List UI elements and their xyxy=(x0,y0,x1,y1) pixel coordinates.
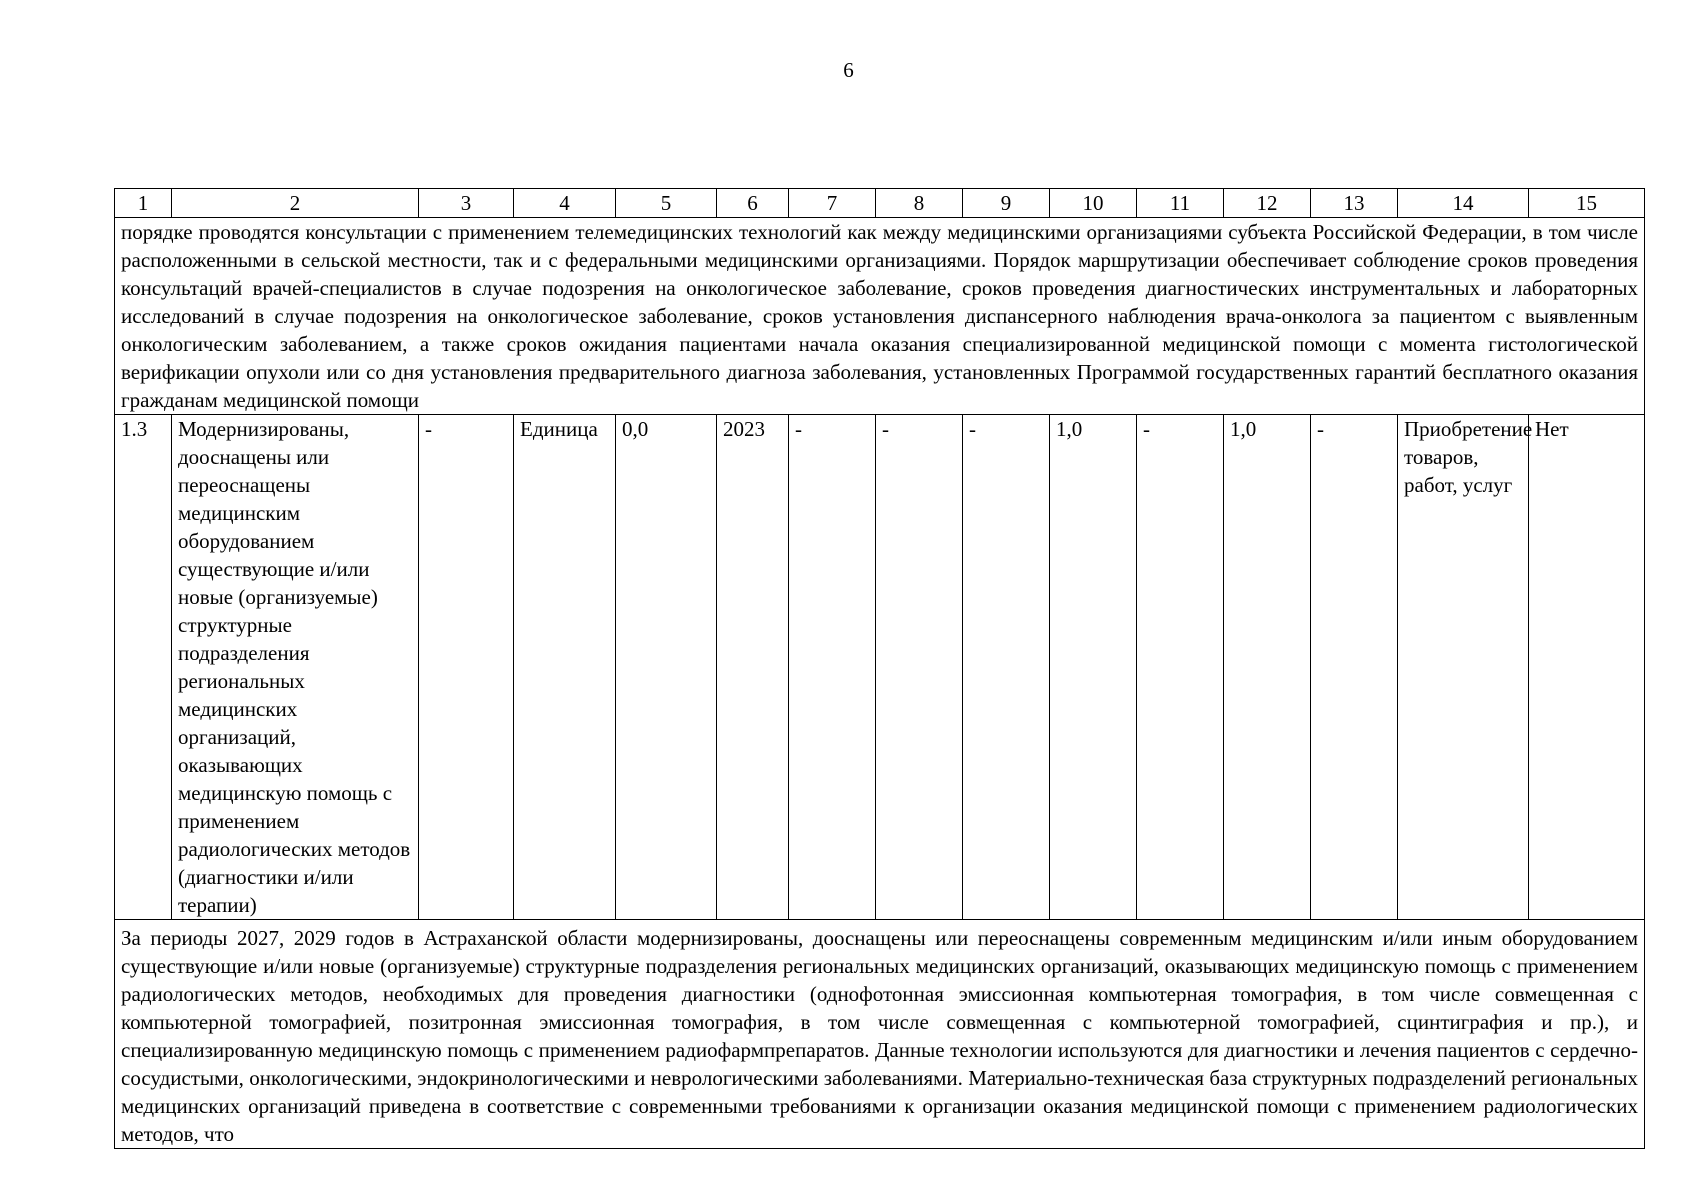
column-header: 2 xyxy=(172,189,419,218)
row-name: Модернизированы, дооснащены или переоснащены медицинским оборудованием существующие и/или новые (организуемые) структурные подразделения региональных медицинских организаций, оказывающих медицинскую помощь с применением радиологических методов (диагностики и/или терапии) xyxy=(172,415,419,920)
cell-unit: Единица xyxy=(514,415,616,920)
top-paragraph: порядке проводятся консультации с применением телемедицинских технологий как между медицинскими организациями субъекта Российской Федерации, в том числе расположенными в сельской местности, так и с федеральными медицинскими организациями. Порядок маршрутизации обеспечивает соблюдение сроков проведения консультаций врачей-специалистов в случае подозрения на онкологическое заболевание, сроков проведения диагностических инструментальных и лабораторных исследований в случае подозрения на онкологическое заболевание, сроков установления диспансерного наблюдения врача-онколога за пациентом с выявленным онкологическим заболеванием, а также сроков ожидания пациентами начала оказания специализированной медицинской помощи с момента гистологической верификации опухоли или со дня установления предварительного диагноза заболевания, установленных Программой государственных гарантий бесплатного оказания гражданам медицинской помощи xyxy=(115,218,1645,415)
column-number-row xyxy=(115,189,1645,218)
cell-col7: - xyxy=(789,415,876,920)
column-header: 9 xyxy=(963,189,1050,218)
cell-col11: - xyxy=(1137,415,1224,920)
description-row-bottom xyxy=(115,920,1645,1149)
indicators-table xyxy=(114,188,1645,1149)
column-header: 13 xyxy=(1311,189,1398,218)
column-header: 3 xyxy=(419,189,514,218)
column-header: 8 xyxy=(876,189,963,218)
column-header: 12 xyxy=(1224,189,1311,218)
cell-col3: - xyxy=(419,415,514,920)
cell-col12: 1,0 xyxy=(1224,415,1311,920)
cell-base-value: 0,0 xyxy=(616,415,717,920)
cell-base-year: 2023 xyxy=(717,415,789,920)
cell-col9: - xyxy=(963,415,1050,920)
cell-col13: - xyxy=(1311,415,1398,920)
bottom-paragraph: За периоды 2027, 2029 годов в Астраханской области модернизированы, дооснащены или переоснащены современным медицинским и/или иным оборудованием существующие и/или новые (организуемые) структурные подразделения региональных медицинских организаций, оказывающих медицинскую помощь с применением радиологических методов, необходимых для проведения диагностики (однофотонная эмиссионная компьютерная томография, в том числе совмещенная с компьютерной томографией, позитронная эмиссионная томография, в том числе совмещенная с компьютерной томографией, сцинтиграфия и пр.), и специализированную медицинскую помощь с применением радиофармпрепаратов. Данные технологии используются для диагностики и лечения пациентов с сердечно-сосудистыми, онкологическими, эндокринологическими и неврологическими заболеваниями. Материально-техническая база структурных подразделений региональных медицинских организаций приведена в соответствие с современными требованиями к организации оказания медицинской помощи с применением радиологических методов, что xyxy=(115,920,1645,1149)
column-header: 11 xyxy=(1137,189,1224,218)
page-number: 6 xyxy=(843,58,854,82)
column-header: 1 xyxy=(115,189,172,218)
column-header: 15 xyxy=(1529,189,1645,218)
column-header: 5 xyxy=(616,189,717,218)
column-header: 6 xyxy=(717,189,789,218)
column-header: 14 xyxy=(1398,189,1529,218)
column-header: 10 xyxy=(1050,189,1137,218)
description-row-top xyxy=(115,218,1645,415)
cell-col8: - xyxy=(876,415,963,920)
row-number: 1.3 xyxy=(115,415,172,920)
cell-col15: Нет xyxy=(1529,415,1645,920)
table-row xyxy=(115,415,1645,920)
column-header: 7 xyxy=(789,189,876,218)
column-header: 4 xyxy=(514,189,616,218)
cell-col14: Приобретение товаров, работ, услуг xyxy=(1398,415,1529,920)
cell-col10: 1,0 xyxy=(1050,415,1137,920)
